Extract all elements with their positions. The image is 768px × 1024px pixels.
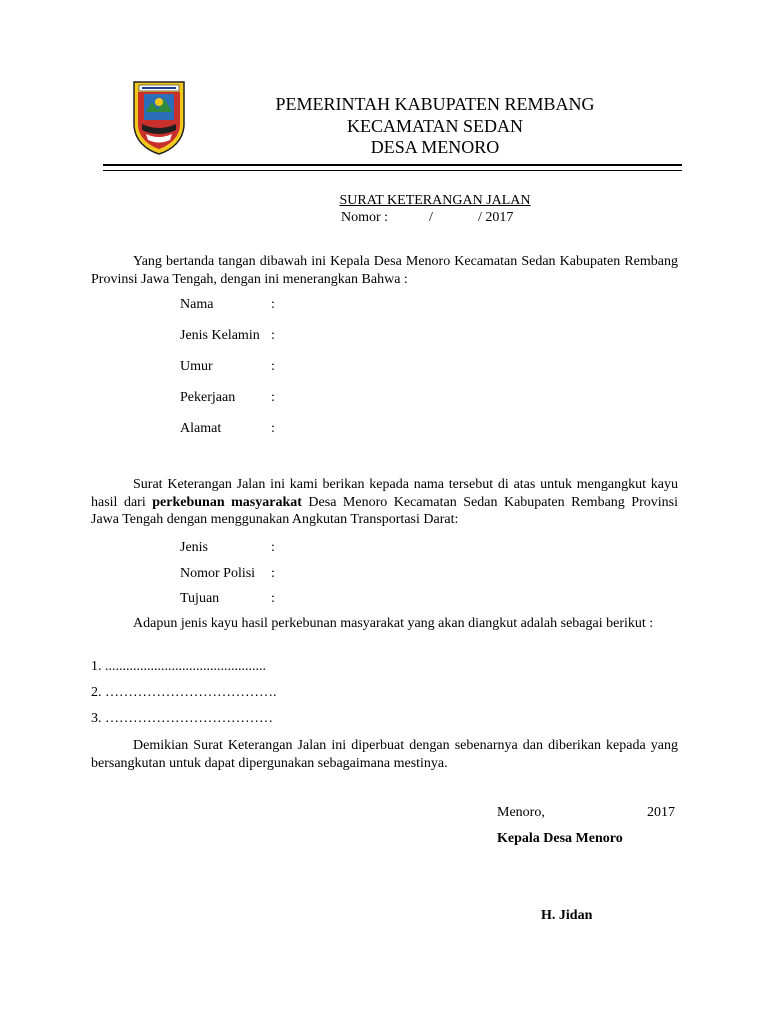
field-label-nama: Nama — [180, 297, 214, 312]
field-label-pekerjaan: Pekerjaan — [180, 390, 236, 405]
field-label-tujuan: Tujuan — [180, 591, 220, 606]
field-colon-jenis: : — [271, 540, 275, 555]
field-label-jenis-kelamin: Jenis Kelamin — [180, 328, 260, 343]
number-year: / 2017 — [478, 210, 514, 225]
field-label-nomor-polisi: Nomor Polisi — [180, 566, 256, 581]
letter-title-text: SURAT KETERANGAN JALAN — [339, 193, 531, 208]
kabupaten-rembang-emblem-icon — [132, 80, 186, 156]
header-rule-thin — [103, 170, 682, 171]
field-label-jenis: Jenis — [180, 540, 208, 555]
field-colon-jenis-kelamin: : — [271, 328, 275, 343]
signer-name: H. Jidan — [541, 908, 593, 923]
opening-paragraph — [91, 253, 678, 288]
body-text-end: Desa Menoro Kecamatan Sedan Kabupaten Rembang Provinsi Jawa Tengah dengan menggunakan Angkutan Transportasi Darat: — [91, 494, 678, 527]
wood-intro-text: Adapun jenis kayu hasil perkebunan masyarakat yang akan diangkut adalah sebagai berikut : — [133, 616, 654, 631]
field-colon-nomor-polisi: : — [271, 566, 275, 581]
header-government: PEMERINTAH KABUPATEN REMBANG — [275, 94, 595, 114]
field-colon-nama: : — [271, 297, 275, 312]
field-colon-pekerjaan: : — [271, 390, 275, 405]
field-label-alamat: Alamat — [180, 421, 222, 436]
body-text-start: Surat Keterangan Jalan ini kami berikan kepada nama tersebut di atas untuk mengangkut kayu hasil dari — [91, 477, 678, 510]
header-rule-thick — [103, 164, 682, 166]
number-separator: / — [429, 210, 433, 225]
opening-text: Yang bertanda tangan dibawah ini Kepala Desa Menoro Kecamatan Sedan Kabupaten Rembang Provinsi Jawa Tengah, dengan ini menerangkan Bahwa : — [91, 254, 678, 287]
letter-title — [200, 192, 670, 209]
closing-paragraph — [91, 737, 678, 772]
body-text-bold: perkebunan masyarakat — [152, 494, 302, 510]
closing-text: Demikian Surat Keterangan Jalan ini diperbuat dengan sebenarnya dan diberikan kepada yang bersangkutan untuk dapat dipergunakan sebagaimana mestinya. — [91, 738, 678, 771]
field-colon-tujuan: : — [271, 591, 275, 606]
wood-item-3: 3. ……………………………… — [91, 711, 273, 726]
field-colon-alamat: : — [271, 421, 275, 436]
signer-title: Kepala Desa Menoro — [497, 831, 623, 846]
number-label: Nomor : — [341, 210, 389, 225]
header-village: DESA MENORO — [370, 137, 500, 157]
header-district: KECAMATAN SEDAN — [346, 116, 524, 136]
wood-item-2: 2. ………………………………. — [91, 685, 277, 700]
signature-place: Menoro, — [497, 805, 545, 820]
field-label-umur: Umur — [180, 359, 213, 374]
wood-intro-paragraph — [91, 615, 678, 633]
body-paragraph — [91, 476, 678, 529]
field-colon-umur: : — [271, 359, 275, 374]
signature-year: 2017 — [647, 805, 675, 820]
wood-item-1: 1. .............................................. — [91, 659, 266, 674]
